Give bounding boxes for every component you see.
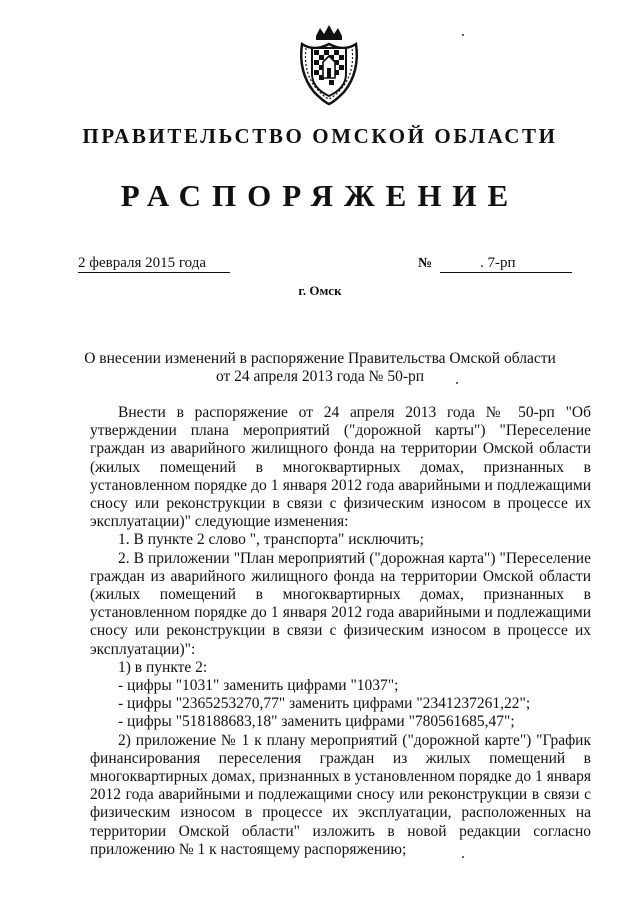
document-subject: [80, 350, 560, 386]
subject-line-1: О внесении изменений в распоряжение Правительства Омской области: [84, 350, 556, 367]
subject-line-2: от 24 апреля 2013 года № 50-рп: [215, 368, 425, 385]
body-paragraph: 2) приложение № 1 к плану мероприятий ("дорожной карте") "График финансирования переселения граждан из жилых помещений в многоквартирных домах, признанных в установленном порядке до 1 января 2012 года аварийными и подлежащими сносу или реконструкции в связи с физическим износом в процессе их эксплуатации, расположенных на территории Омской области" изложить в новой редакции согласно приложению № 1 к настоящему распоряжению;: [90, 731, 591, 858]
body-paragraph: 1) в пункте 2:: [118, 658, 208, 676]
organization-title: ПРАВИТЕЛЬСТВО ОМСКОЙ ОБЛАСТИ: [82, 124, 558, 148]
scan-speck: [462, 856, 464, 858]
omsk-coat-of-arms-icon: [294, 22, 364, 106]
document-date: 2 февраля 2015 года: [78, 255, 230, 273]
document-city: г. Омск: [298, 283, 342, 298]
scan-speck: [456, 382, 458, 384]
body-paragraph: Внести в распоряжение от 24 апреля 2013 года № 50-рп "Об утверждении плана мероприятий ("дорожной карты") "Переселение граждан из аварийного жилищного фонда на территории Омской области (жилых помещений в многоквартирных домах, признанных в установленном порядке до 1 января 2012 года аварийными и подлежащими сносу или реконструкции в связи с физическим износом в процессе их эксплуатации)" следующие изменения:: [90, 404, 591, 531]
body-paragraph: - цифры "518188683,18" заменить цифрами "780561685,47";: [118, 713, 515, 731]
document-type-title: РАСПОРЯЖЕНИЕ: [120, 178, 520, 213]
scan-speck: [462, 34, 464, 36]
document-body: [90, 404, 591, 859]
body-paragraph: 1. В пункте 2 слово ", транспорта" исключить;: [118, 531, 424, 549]
body-paragraph: - цифры "1031" заменить цифрами "1037";: [118, 677, 399, 695]
body-paragraph: - цифры "2365253270,77" заменить цифрами "2341237261,22";: [118, 695, 531, 713]
document-number-label: №: [418, 256, 433, 271]
document-number: . 7-рп: [440, 255, 572, 273]
body-paragraph: 2. В приложении "План мероприятий ("дорожная карта") "Переселение граждан из аварийного жилищного фонда на территории Омской области (жилых помещений в многоквартирных домах, признанных в установленном порядке до 1 января 2012 года аварийными и подлежащими сносу или реконструкции в связи с физическим износом в процессе их эксплуатации)":: [90, 549, 591, 658]
